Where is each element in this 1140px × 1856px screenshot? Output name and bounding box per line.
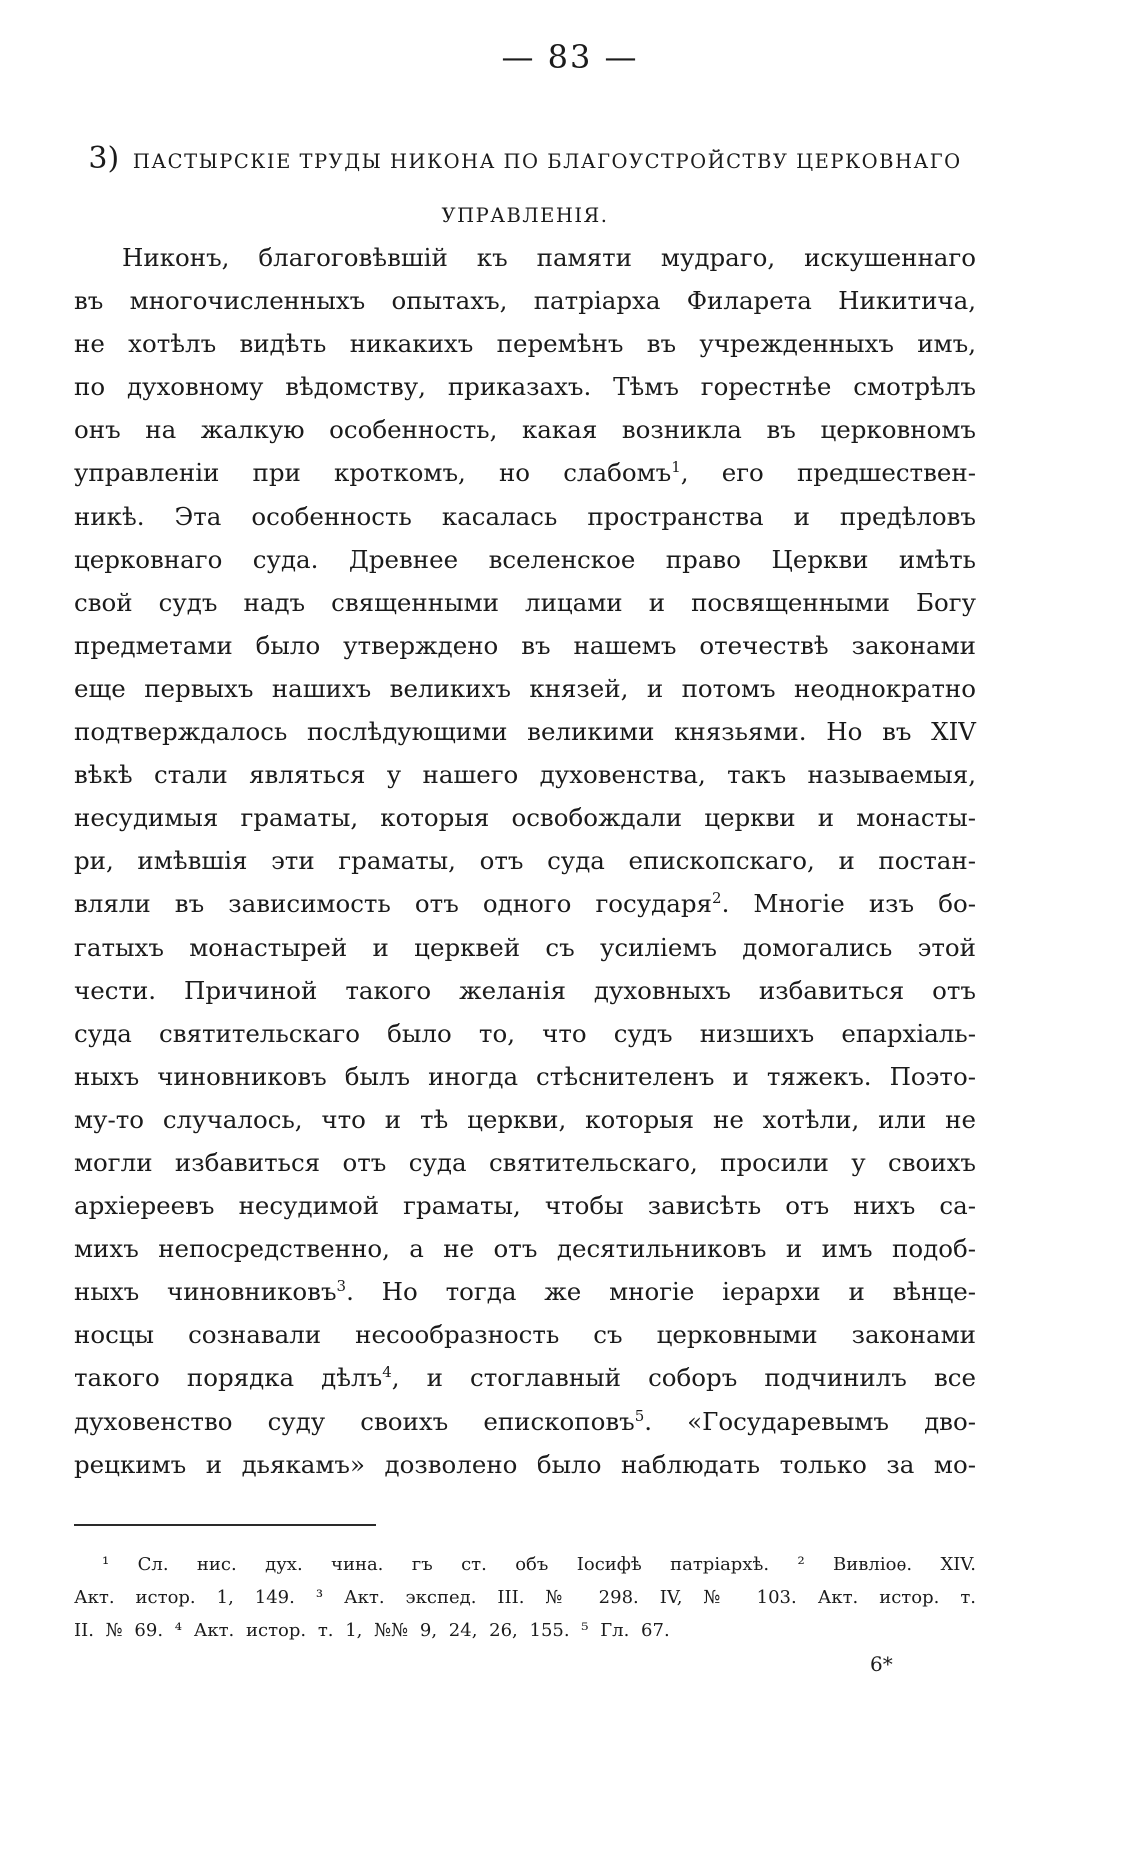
text-line: Никонъ, благоговѣвшій къ памяти мудраго, искушеннаго	[122, 243, 976, 272]
text-line: рецкимъ и дьякамъ» дозволено было наблюдать только за мо-	[74, 1449, 976, 1479]
text-line	[74, 1400, 976, 1443]
text-segment: такого порядка дѣлъ	[74, 1363, 383, 1393]
text-line: церковнаго суда. Древнее вселенское право Церкви имѣть	[74, 544, 976, 574]
text-line: михъ непосредственно, а не отъ десятильниковъ и имъ подоб-	[74, 1234, 976, 1264]
text-line: му-то случалось, что и тѣ церкви, которыя не хотѣли, или не	[74, 1104, 976, 1134]
text-line: суда святительскаго было то, что судъ низшихъ епархіаль-	[74, 1018, 976, 1048]
text-line: свой судъ надъ священными лицами и посвященными Богу	[74, 587, 976, 617]
text-line	[74, 882, 976, 925]
text-line	[74, 1356, 976, 1399]
footnote-ref: 2	[712, 889, 722, 908]
text-line	[74, 451, 976, 494]
heading-line-1	[70, 132, 980, 189]
text-segment: . Но тогда же многіе іерархи и вѣнце-	[346, 1277, 976, 1307]
text-segment: , и стоглавный соборъ подчинилъ все	[391, 1363, 976, 1393]
text-line: носцы сознавали несообразность съ церковными законами	[74, 1320, 976, 1350]
footnote-ref: 3	[336, 1277, 347, 1296]
footnote-line: ¹ Сл. нис. дух. чина. гъ ст. объ Іосифѣ патріархѣ. ² Вивліоѳ. XIV.	[102, 1554, 976, 1575]
footnotes	[74, 1548, 976, 1647]
page-number: — 83 —	[501, 38, 639, 76]
text-line: вѣкѣ стали являться у нашего духовенства, такъ называемыя,	[74, 760, 976, 790]
footnote-ref: 4	[382, 1363, 392, 1382]
text-segment: , его предшествен-	[680, 458, 976, 488]
text-line: не хотѣлъ видѣть никакихъ перемѣнъ въ учрежденныхъ имъ,	[74, 329, 976, 359]
printer-signature: 6*	[870, 1652, 893, 1676]
text-line: онъ на жалкую особенность, какая возникла въ церковномъ	[74, 415, 976, 445]
heading-text: ПАСТЫРСКІЕ ТРУДЫ НИКОНА ПО БЛАГОУСТРОЙСТВУ ЦЕРКОВНАГО	[132, 150, 962, 173]
text-line: архіереевъ несудимой граматы, чтобы зависѣть отъ нихъ са-	[74, 1191, 976, 1221]
text-line: ри, имѣвшія эти граматы, отъ суда епископскаго, и постан-	[74, 846, 976, 876]
heading-line-2: УПРАВЛЕНІЯ.	[441, 204, 609, 227]
text-line: несудимыя граматы, которыя освобождали церкви и монасты-	[74, 803, 976, 833]
text-segment: управленіи при кроткомъ, но слабомъ	[74, 458, 672, 488]
footnote-ref: 1	[671, 458, 681, 477]
text-segment: духовенство суду своихъ епископовъ	[74, 1406, 635, 1436]
section-heading	[70, 132, 980, 243]
text-segment: ныхъ чиновниковъ	[74, 1277, 337, 1307]
footnote-line: Акт. истор. 1, 149. ³ Акт. экспед. III. № 298. IV, № 103. Акт. истор. т.	[74, 1587, 976, 1608]
text-line: гатыхъ монастырей и церквей съ усиліемъ домогались этой	[74, 932, 976, 962]
text-line: еще первыхъ нашихъ великихъ князей, и потомъ неоднократно	[74, 673, 976, 703]
text-line: въ многочисленныхъ опытахъ, патріарха Филарета Никитича,	[74, 286, 976, 316]
text-line: могли избавиться отъ суда святительскаго, просили у своихъ	[74, 1147, 976, 1177]
text-line: никѣ. Эта особенность касалась пространства и предѣловъ	[74, 501, 976, 531]
text-line: предметами было утверждено въ нашемъ отечествѣ законами	[74, 630, 976, 660]
text-segment: . Многіе изъ бо-	[721, 889, 976, 919]
text-segment: . «Государевымъ дво-	[644, 1406, 976, 1436]
text-line	[74, 1270, 976, 1313]
text-line: по духовному вѣдомству, приказахъ. Тѣмъ горестнѣе смотрѣлъ	[74, 372, 976, 402]
text-line: подтверждалось послѣдующими великими князьями. Но въ XIV	[74, 717, 976, 747]
heading-number: 3)	[88, 141, 120, 176]
footnote-line: II. № 69. ⁴ Акт. истор. т. 1, №№ 9, 24, 26, 155. ⁵ Гл. 67.	[74, 1620, 670, 1641]
text-line: ныхъ чиновниковъ былъ иногда стѣснителенъ и тяжекъ. Поэто-	[74, 1061, 976, 1091]
text-line: чести. Причиной такого желанія духовныхъ избавиться отъ	[74, 975, 976, 1005]
footnote-ref: 5	[634, 1406, 645, 1425]
body-text	[74, 236, 976, 1486]
footnote-divider	[74, 1524, 376, 1526]
text-segment: вляли въ зависимость отъ одного государя	[74, 889, 713, 919]
